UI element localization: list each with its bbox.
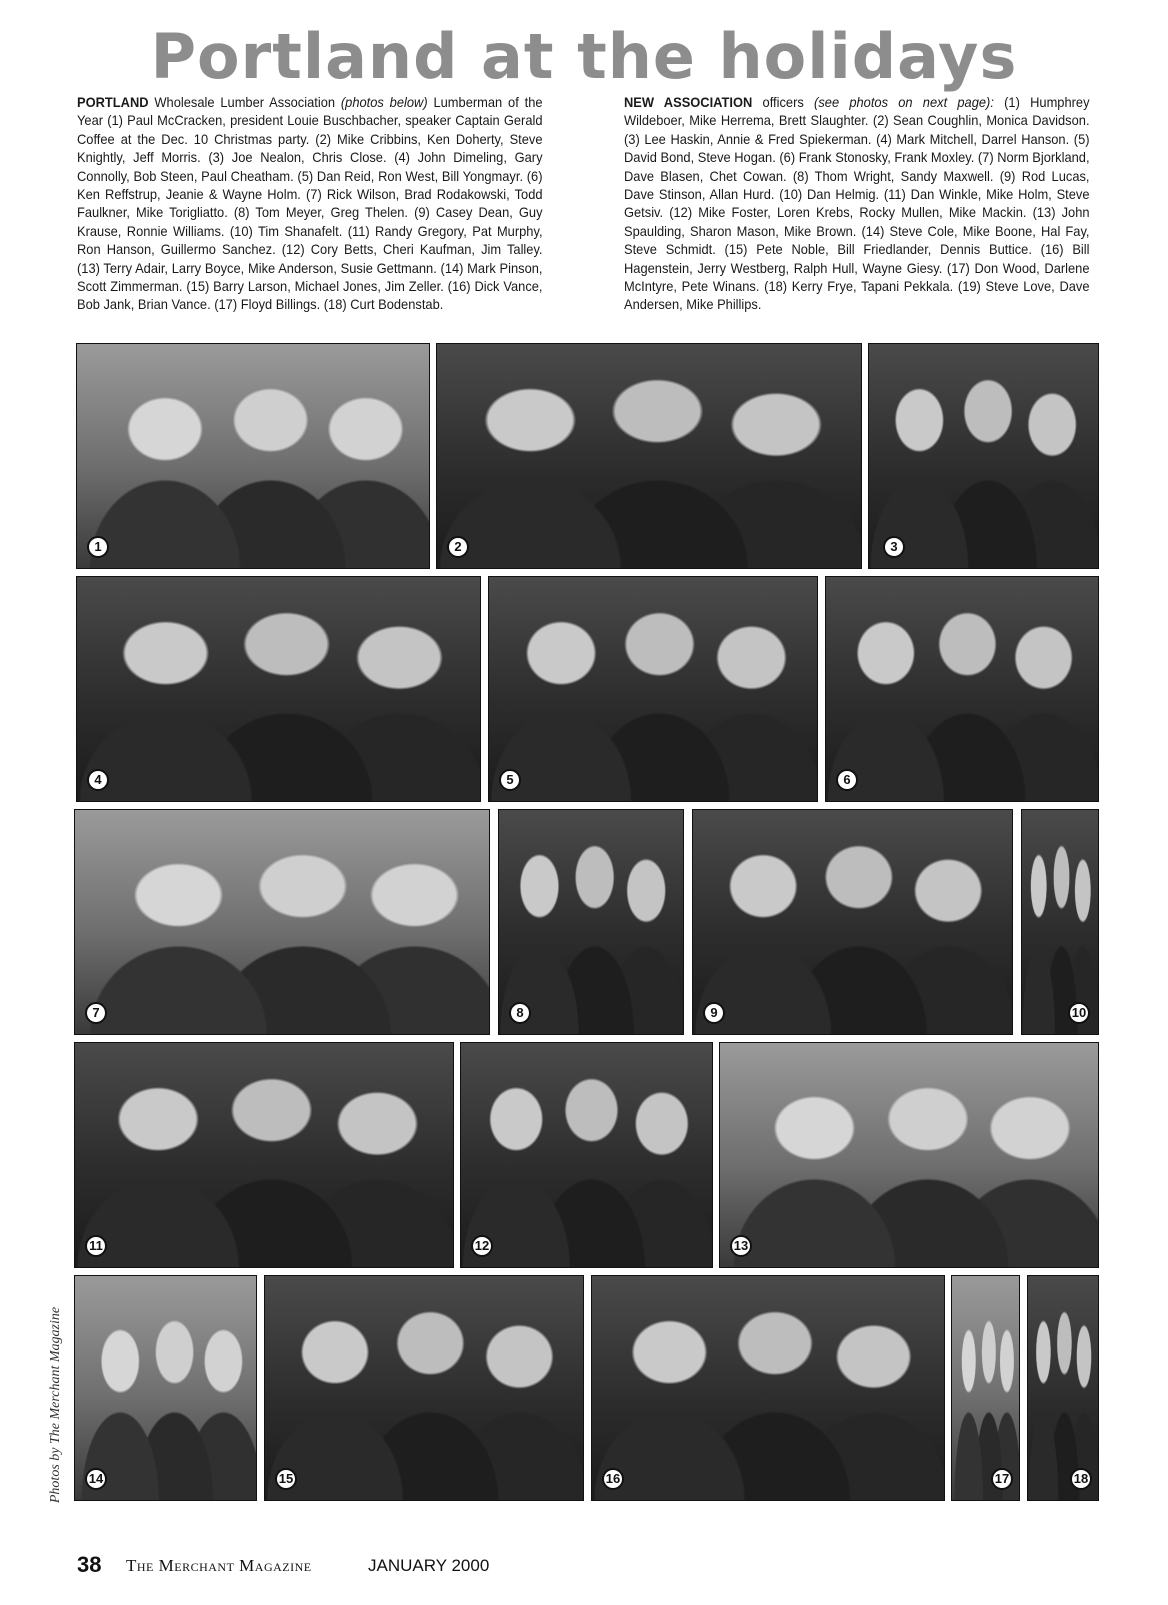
photo-7	[74, 809, 490, 1035]
photo-6	[825, 576, 1099, 802]
caption-text: officers	[752, 94, 815, 110]
photo-number-badge: 8	[509, 1002, 531, 1024]
caption-text: (1) Humphrey Wildeboer, Mike Herrema, Brett Slaughter. (2) Sean Coughlin, Monica Davidson. (3) Lee Haskin, Annie & Fred Spiekerman. (4) Mark Mitchell, Darrel Hanson. (5) David Bond, Steve Hogan. (6) Frank Stonosky, Frank Moxley. (7) Norm Bjorkland, Dave Blasen, Chet Cowan. (8) Thom Wright, Sandy Maxwell. (9) Rod Lucas, Dave Stinson, Allan Hurd. (10) Dan Helmig. (11) Dan Winkle, Mike Holm, Steve Getsiv. (12) Mike Foster, Loren Krebs, Rocky Mullen, Mike Mackin. (13) John Spaulding, Sharon Mason, Mike Brown. (14) Steve Cole, Mike Boone, Hal Fay, Steve Schmidt. (15) Pete Noble, Bill Friedlander, Dennis Buttice. (16) Bill Hagenstein, Jerry Westberg, Ralph Hull, Wayne Giesy. (17) Don Wood, Darlene McIntyre, Pete Winans. (18) Kerry Frye, Tapani Pekkala. (19) Steve Love, Dave Andersen, Mike Phillips.	[624, 94, 1090, 313]
photo-11	[74, 1042, 454, 1268]
photo-number-badge: 6	[836, 769, 858, 791]
photo-2	[436, 343, 862, 569]
caption-lead: NEW ASSOCIATION	[624, 94, 753, 110]
photo-number-badge: 18	[1070, 1468, 1092, 1490]
photo-number-badge: 14	[85, 1468, 107, 1490]
photo-9	[692, 809, 1013, 1035]
photo-4	[76, 576, 481, 802]
caption-text: Wholesale Lumber Association	[148, 94, 341, 110]
photo-10	[1021, 809, 1099, 1035]
photo-18	[1027, 1275, 1099, 1501]
photo-number-badge: 10	[1068, 1002, 1090, 1024]
photo-15	[264, 1275, 584, 1501]
caption-italic: (see photos on next page):	[814, 94, 994, 110]
caption-text: Lumberman of the Year (1) Paul McCracken, president Louie Buschbacher, speaker Captain Gerald Coffee at the Dec. 10 Christmas party. (2) Mike Cribbins, Ken Doherty, Steve Knightly, Jeff Morris. (3) Joe Nealon, Chris Close. (4) John Dimeling, Gary Connolly, Bob Steen, Paul Cheatham. (5) Dan Reid, Ron West, Bill Yongmayr. (6) Ken Reffstrup, Jeanie & Wayne Holm. (7) Rick Wilson, Brad Rodakowski, Todd Faulkner, Mike Torigliatto. (8) Tom Meyer, Greg Thelen. (9) Casey Dean, Guy Krause, Ronnie Williams. (10) Tim Shanafelt. (11) Randy Gregory, Pat Murphy, Ron Hanson, Guillermo Sanchez. (12) Cory Betts, Cheri Kaufman, Jim Talley. (13) Terry Adair, Larry Boyce, Mike Anderson, Susie Gettmann. (14) Mark Pinson, Scott Zimmerman. (15) Barry Larson, Michael Jones, Jim Zeller. (16) Dick Vance, Bob Jank, Brian Vance. (17) Floyd Billings. (18) Curt Bodenstab.	[77, 94, 543, 313]
magazine-name: The Merchant Magazine	[126, 1556, 312, 1575]
photo-14	[74, 1275, 257, 1501]
photo-number-badge: 3	[883, 536, 905, 558]
photo-1	[76, 343, 430, 569]
caption-italic: (photos below)	[340, 94, 428, 110]
page-headline: Portland at the holidays	[150, 20, 1018, 93]
photo-number-badge: 13	[730, 1235, 752, 1257]
caption-portland	[77, 93, 543, 314]
photo-number-badge: 16	[602, 1468, 624, 1490]
photo-12	[460, 1042, 713, 1268]
photo-13	[719, 1042, 1099, 1268]
photo-number-badge: 11	[85, 1235, 107, 1257]
page-number: 38	[77, 1552, 102, 1577]
photo-number-badge: 4	[87, 769, 109, 791]
photo-number-badge: 2	[447, 536, 469, 558]
photo-number-badge: 1	[87, 536, 109, 558]
photo-number-badge: 15	[275, 1468, 297, 1490]
photo-number-badge: 5	[499, 769, 521, 791]
issue-date: JANUARY 2000	[368, 1556, 490, 1575]
caption-lead: PORTLAND	[77, 94, 149, 110]
photo-number-badge: 17	[991, 1468, 1013, 1490]
caption-new-association	[624, 93, 1090, 314]
photo-16	[591, 1275, 945, 1501]
photo-5	[488, 576, 818, 802]
photo-credit: Photos by The Merchant Magazine	[48, 1306, 63, 1504]
photo-3	[868, 343, 1099, 569]
photo-17	[951, 1275, 1020, 1501]
photo-number-badge: 9	[703, 1002, 725, 1024]
photo-number-badge: 7	[85, 1002, 107, 1024]
photo-number-badge: 12	[471, 1235, 493, 1257]
photo-8	[498, 809, 684, 1035]
